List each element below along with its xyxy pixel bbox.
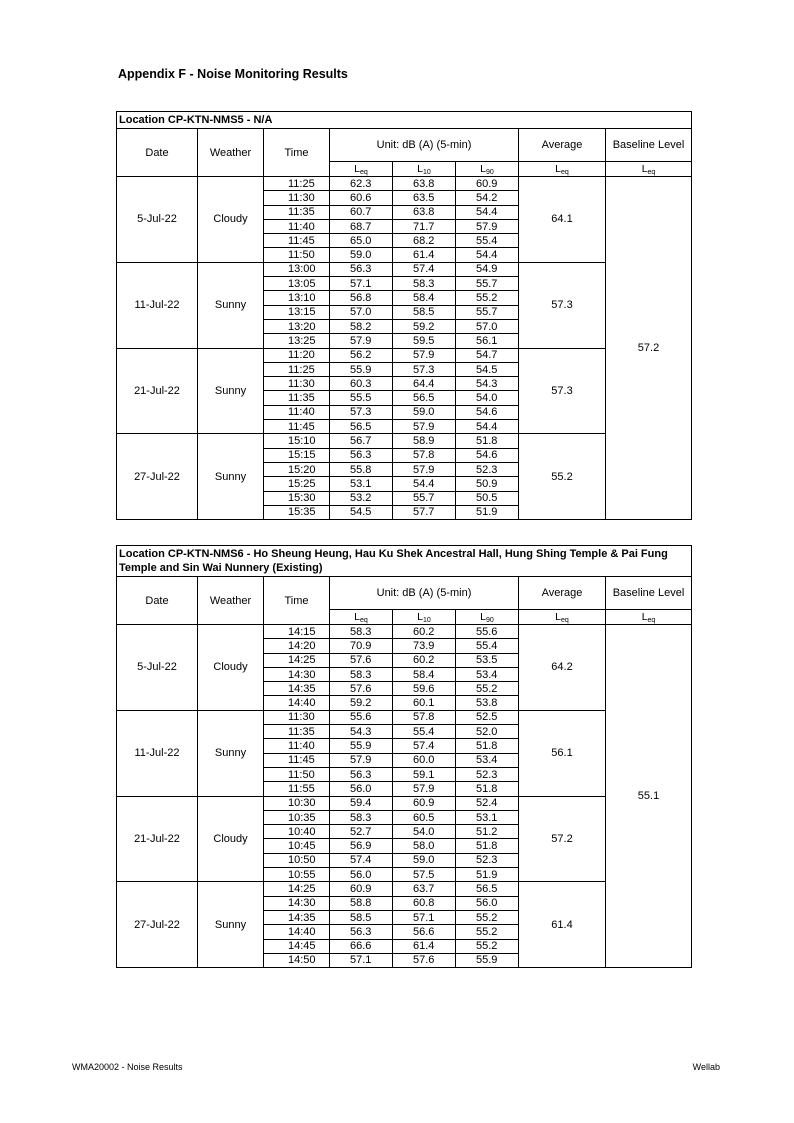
time-cell: 14:35 bbox=[264, 910, 330, 924]
table-row bbox=[117, 434, 692, 448]
leq-cell: 57.1 bbox=[330, 953, 393, 967]
leq-cell: 56.3 bbox=[330, 767, 393, 781]
header-leq-subscript: eq bbox=[360, 616, 368, 624]
leq-cell: 52.7 bbox=[330, 825, 393, 839]
l10-cell: 57.7 bbox=[393, 505, 456, 519]
leq-cell: 54.5 bbox=[330, 505, 393, 519]
l10-cell: 58.9 bbox=[393, 434, 456, 448]
leq-cell: 59.4 bbox=[330, 796, 393, 810]
leq-cell: 70.9 bbox=[330, 639, 393, 653]
l90-cell: 51.9 bbox=[456, 505, 519, 519]
header-date: Date bbox=[117, 577, 198, 625]
leq-cell: 58.8 bbox=[330, 896, 393, 910]
header-baseline-leq bbox=[606, 610, 692, 625]
l90-cell: 54.4 bbox=[456, 420, 519, 434]
time-cell: 13:15 bbox=[264, 305, 330, 319]
l90-cell: 55.9 bbox=[456, 953, 519, 967]
time-cell: 11:20 bbox=[264, 348, 330, 362]
leq-cell: 55.8 bbox=[330, 462, 393, 476]
header-leq bbox=[330, 610, 393, 625]
header-average-leq-symbol: L bbox=[555, 610, 562, 623]
time-cell: 13:20 bbox=[264, 319, 330, 333]
l90-cell: 55.2 bbox=[456, 291, 519, 305]
header-l90-symbol: L bbox=[480, 610, 487, 623]
l10-cell: 57.9 bbox=[393, 782, 456, 796]
header-time: Time bbox=[264, 577, 330, 625]
l10-cell: 64.4 bbox=[393, 377, 456, 391]
l90-cell: 54.6 bbox=[456, 405, 519, 419]
l90-cell: 50.5 bbox=[456, 491, 519, 505]
weather-cell: Sunny bbox=[198, 348, 264, 434]
l90-cell: 53.4 bbox=[456, 753, 519, 767]
header-average-leq-subscript: eq bbox=[561, 168, 569, 176]
weather-cell: Cloudy bbox=[198, 796, 264, 882]
header-weather: Weather bbox=[198, 129, 264, 177]
time-cell: 11:50 bbox=[264, 767, 330, 781]
time-cell: 15:20 bbox=[264, 462, 330, 476]
average-cell: 55.2 bbox=[519, 434, 606, 520]
average-cell: 57.2 bbox=[519, 796, 606, 882]
leq-cell: 56.8 bbox=[330, 291, 393, 305]
time-cell: 10:30 bbox=[264, 796, 330, 810]
time-cell: 14:15 bbox=[264, 625, 330, 639]
leq-cell: 59.2 bbox=[330, 696, 393, 710]
leq-cell: 56.3 bbox=[330, 448, 393, 462]
l10-cell: 57.9 bbox=[393, 462, 456, 476]
l10-cell: 57.8 bbox=[393, 710, 456, 724]
l10-cell: 57.4 bbox=[393, 262, 456, 276]
header-baseline-leq-symbol: L bbox=[641, 610, 648, 623]
header-l10 bbox=[393, 610, 456, 625]
l10-cell: 60.5 bbox=[393, 810, 456, 824]
average-cell: 57.3 bbox=[519, 262, 606, 348]
l10-cell: 57.3 bbox=[393, 362, 456, 376]
time-cell: 14:40 bbox=[264, 925, 330, 939]
l10-cell: 57.9 bbox=[393, 420, 456, 434]
date-cell: 27-Jul-22 bbox=[117, 882, 198, 968]
l90-cell: 55.2 bbox=[456, 910, 519, 924]
weather-cell: Sunny bbox=[198, 710, 264, 796]
l90-cell: 56.0 bbox=[456, 896, 519, 910]
header-l10-subscript: 10 bbox=[423, 168, 431, 176]
l10-cell: 57.1 bbox=[393, 910, 456, 924]
l10-cell: 59.1 bbox=[393, 767, 456, 781]
average-cell: 57.3 bbox=[519, 348, 606, 434]
header-weather: Weather bbox=[198, 577, 264, 625]
leq-cell: 56.9 bbox=[330, 839, 393, 853]
header-leq-subscript: eq bbox=[360, 168, 368, 176]
weather-cell: Cloudy bbox=[198, 625, 264, 711]
footer-document-ref: WMA20002 - Noise Results bbox=[72, 1062, 183, 1072]
leq-cell: 53.1 bbox=[330, 477, 393, 491]
noise-table-nms5 bbox=[116, 111, 692, 520]
header-l90-symbol: L bbox=[480, 162, 487, 175]
l10-cell: 71.7 bbox=[393, 219, 456, 233]
l10-cell: 73.9 bbox=[393, 639, 456, 653]
time-cell: 15:25 bbox=[264, 477, 330, 491]
l90-cell: 56.5 bbox=[456, 882, 519, 896]
time-cell: 14:20 bbox=[264, 639, 330, 653]
time-cell: 15:10 bbox=[264, 434, 330, 448]
l10-cell: 57.5 bbox=[393, 868, 456, 882]
l90-cell: 53.5 bbox=[456, 653, 519, 667]
date-cell: 21-Jul-22 bbox=[117, 348, 198, 434]
footer-company: Wellab bbox=[692, 1062, 720, 1072]
l90-cell: 55.2 bbox=[456, 682, 519, 696]
time-cell: 10:50 bbox=[264, 853, 330, 867]
header-unit: Unit: dB (A) (5-min) bbox=[330, 129, 519, 162]
header-l10-symbol: L bbox=[417, 610, 424, 623]
leq-cell: 57.4 bbox=[330, 853, 393, 867]
l90-cell: 54.2 bbox=[456, 191, 519, 205]
leq-cell: 53.2 bbox=[330, 491, 393, 505]
time-cell: 11:50 bbox=[264, 248, 330, 262]
l10-cell: 58.4 bbox=[393, 667, 456, 681]
header-average-leq bbox=[519, 610, 606, 625]
header-baseline-leq bbox=[606, 162, 692, 177]
leq-cell: 57.9 bbox=[330, 334, 393, 348]
date-cell: 5-Jul-22 bbox=[117, 177, 198, 263]
l90-cell: 51.8 bbox=[456, 839, 519, 853]
leq-cell: 60.6 bbox=[330, 191, 393, 205]
l10-cell: 59.2 bbox=[393, 319, 456, 333]
time-cell: 10:40 bbox=[264, 825, 330, 839]
l10-cell: 60.9 bbox=[393, 796, 456, 810]
header-average-leq bbox=[519, 162, 606, 177]
leq-cell: 60.9 bbox=[330, 882, 393, 896]
l90-cell: 55.6 bbox=[456, 625, 519, 639]
time-cell: 14:35 bbox=[264, 682, 330, 696]
l10-cell: 61.4 bbox=[393, 939, 456, 953]
l10-cell: 55.7 bbox=[393, 491, 456, 505]
l10-cell: 63.8 bbox=[393, 205, 456, 219]
l10-cell: 54.4 bbox=[393, 477, 456, 491]
baseline-cell: 57.2 bbox=[606, 177, 692, 520]
leq-cell: 56.0 bbox=[330, 868, 393, 882]
baseline-cell: 55.1 bbox=[606, 625, 692, 968]
leq-cell: 56.2 bbox=[330, 348, 393, 362]
l90-cell: 55.4 bbox=[456, 234, 519, 248]
header-time: Time bbox=[264, 129, 330, 177]
l10-cell: 60.0 bbox=[393, 753, 456, 767]
leq-cell: 60.3 bbox=[330, 377, 393, 391]
l10-cell: 68.2 bbox=[393, 234, 456, 248]
l90-cell: 54.3 bbox=[456, 377, 519, 391]
leq-cell: 57.6 bbox=[330, 653, 393, 667]
time-cell: 11:35 bbox=[264, 725, 330, 739]
l90-cell: 50.9 bbox=[456, 477, 519, 491]
l90-cell: 52.3 bbox=[456, 462, 519, 476]
l10-cell: 61.4 bbox=[393, 248, 456, 262]
date-cell: 11-Jul-22 bbox=[117, 710, 198, 796]
l10-cell: 58.3 bbox=[393, 277, 456, 291]
location-title: Location CP-KTN-NMS6 - Ho Sheung Heung, Hau Ku Shek Ancestral Hall, Hung Shing Temple & Pai Fung Temple and Sin Wai Nunnery (Existing) bbox=[117, 546, 692, 577]
header-average: Average bbox=[519, 129, 606, 162]
time-cell: 14:30 bbox=[264, 896, 330, 910]
header-average: Average bbox=[519, 577, 606, 610]
l10-cell: 58.4 bbox=[393, 291, 456, 305]
leq-cell: 58.5 bbox=[330, 910, 393, 924]
leq-cell: 65.0 bbox=[330, 234, 393, 248]
leq-cell: 57.3 bbox=[330, 405, 393, 419]
time-cell: 13:05 bbox=[264, 277, 330, 291]
time-cell: 13:00 bbox=[264, 262, 330, 276]
table-row bbox=[117, 348, 692, 362]
noise-table-nms6 bbox=[116, 545, 692, 968]
time-cell: 14:45 bbox=[264, 939, 330, 953]
date-cell: 21-Jul-22 bbox=[117, 796, 198, 882]
l90-cell: 51.8 bbox=[456, 434, 519, 448]
l90-cell: 55.7 bbox=[456, 277, 519, 291]
l10-cell: 63.5 bbox=[393, 191, 456, 205]
time-cell: 13:25 bbox=[264, 334, 330, 348]
header-l90-subscript: 90 bbox=[486, 616, 494, 624]
l90-cell: 55.2 bbox=[456, 925, 519, 939]
l90-cell: 55.2 bbox=[456, 939, 519, 953]
weather-cell: Sunny bbox=[198, 434, 264, 520]
l10-cell: 57.8 bbox=[393, 448, 456, 462]
leq-cell: 58.2 bbox=[330, 319, 393, 333]
l10-cell: 63.7 bbox=[393, 882, 456, 896]
header-baseline-leq-subscript: eq bbox=[647, 616, 656, 624]
l90-cell: 54.4 bbox=[456, 248, 519, 262]
leq-cell: 56.7 bbox=[330, 434, 393, 448]
l10-cell: 63.8 bbox=[393, 177, 456, 191]
l10-cell: 57.9 bbox=[393, 348, 456, 362]
time-cell: 11:40 bbox=[264, 405, 330, 419]
l90-cell: 52.3 bbox=[456, 767, 519, 781]
header-baseline-leq-symbol: L bbox=[641, 162, 648, 175]
leq-cell: 57.6 bbox=[330, 682, 393, 696]
leq-cell: 57.1 bbox=[330, 277, 393, 291]
table-row bbox=[117, 710, 692, 724]
header-l10 bbox=[393, 162, 456, 177]
table-row bbox=[117, 882, 692, 896]
l10-cell: 60.1 bbox=[393, 696, 456, 710]
table-row bbox=[117, 262, 692, 276]
l90-cell: 52.0 bbox=[456, 725, 519, 739]
l90-cell: 54.9 bbox=[456, 262, 519, 276]
l90-cell: 51.8 bbox=[456, 739, 519, 753]
time-cell: 11:30 bbox=[264, 191, 330, 205]
average-cell: 61.4 bbox=[519, 882, 606, 968]
l10-cell: 60.2 bbox=[393, 653, 456, 667]
l10-cell: 54.0 bbox=[393, 825, 456, 839]
l90-cell: 57.9 bbox=[456, 219, 519, 233]
header-average-leq-symbol: L bbox=[555, 162, 562, 175]
l90-cell: 51.9 bbox=[456, 868, 519, 882]
l90-cell: 52.4 bbox=[456, 796, 519, 810]
header-baseline-leq-subscript: eq bbox=[647, 168, 656, 176]
header-baseline: Baseline Level bbox=[606, 129, 692, 162]
time-cell: 15:30 bbox=[264, 491, 330, 505]
header-l90 bbox=[456, 610, 519, 625]
header-baseline: Baseline Level bbox=[606, 577, 692, 610]
leq-cell: 58.3 bbox=[330, 810, 393, 824]
time-cell: 11:35 bbox=[264, 391, 330, 405]
time-cell: 14:40 bbox=[264, 696, 330, 710]
header-date: Date bbox=[117, 129, 198, 177]
l90-cell: 54.7 bbox=[456, 348, 519, 362]
time-cell: 10:45 bbox=[264, 839, 330, 853]
time-cell: 15:35 bbox=[264, 505, 330, 519]
header-average-leq-subscript: eq bbox=[561, 616, 569, 624]
header-unit: Unit: dB (A) (5-min) bbox=[330, 577, 519, 610]
time-cell: 11:40 bbox=[264, 739, 330, 753]
leq-cell: 58.3 bbox=[330, 625, 393, 639]
date-cell: 5-Jul-22 bbox=[117, 625, 198, 711]
table-row bbox=[117, 177, 692, 191]
time-cell: 11:45 bbox=[264, 234, 330, 248]
time-cell: 11:35 bbox=[264, 205, 330, 219]
header-l10-symbol: L bbox=[417, 162, 424, 175]
date-cell: 11-Jul-22 bbox=[117, 262, 198, 348]
header-leq-symbol: L bbox=[354, 610, 361, 623]
time-cell: 10:55 bbox=[264, 868, 330, 882]
leq-cell: 54.3 bbox=[330, 725, 393, 739]
l10-cell: 60.8 bbox=[393, 896, 456, 910]
weather-cell: Sunny bbox=[198, 882, 264, 968]
l90-cell: 54.6 bbox=[456, 448, 519, 462]
weather-cell: Sunny bbox=[198, 262, 264, 348]
weather-cell: Cloudy bbox=[198, 177, 264, 263]
l10-cell: 59.0 bbox=[393, 405, 456, 419]
header-leq-symbol: L bbox=[354, 162, 361, 175]
l90-cell: 60.9 bbox=[456, 177, 519, 191]
l10-cell: 58.0 bbox=[393, 839, 456, 853]
l90-cell: 53.1 bbox=[456, 810, 519, 824]
time-cell: 11:25 bbox=[264, 177, 330, 191]
leq-cell: 55.5 bbox=[330, 391, 393, 405]
header-l90-subscript: 90 bbox=[486, 168, 494, 176]
leq-cell: 56.0 bbox=[330, 782, 393, 796]
time-cell: 10:35 bbox=[264, 810, 330, 824]
leq-cell: 58.3 bbox=[330, 667, 393, 681]
time-cell: 14:25 bbox=[264, 653, 330, 667]
time-cell: 11:30 bbox=[264, 710, 330, 724]
leq-cell: 68.7 bbox=[330, 219, 393, 233]
l10-cell: 57.6 bbox=[393, 953, 456, 967]
time-cell: 15:15 bbox=[264, 448, 330, 462]
l10-cell: 60.2 bbox=[393, 625, 456, 639]
l10-cell: 59.6 bbox=[393, 682, 456, 696]
table-row bbox=[117, 796, 692, 810]
l90-cell: 55.7 bbox=[456, 305, 519, 319]
leq-cell: 57.9 bbox=[330, 753, 393, 767]
header-l10-subscript: 10 bbox=[423, 616, 431, 624]
time-cell: 11:30 bbox=[264, 377, 330, 391]
leq-cell: 55.9 bbox=[330, 739, 393, 753]
l10-cell: 59.0 bbox=[393, 853, 456, 867]
time-cell: 11:55 bbox=[264, 782, 330, 796]
l90-cell: 53.8 bbox=[456, 696, 519, 710]
date-cell: 27-Jul-22 bbox=[117, 434, 198, 520]
leq-cell: 56.3 bbox=[330, 925, 393, 939]
leq-cell: 62.3 bbox=[330, 177, 393, 191]
time-cell: 11:45 bbox=[264, 420, 330, 434]
l90-cell: 54.0 bbox=[456, 391, 519, 405]
table-row bbox=[117, 625, 692, 639]
leq-cell: 56.3 bbox=[330, 262, 393, 276]
leq-cell: 56.5 bbox=[330, 420, 393, 434]
time-cell: 11:25 bbox=[264, 362, 330, 376]
average-cell: 64.1 bbox=[519, 177, 606, 263]
l90-cell: 53.4 bbox=[456, 667, 519, 681]
time-cell: 13:10 bbox=[264, 291, 330, 305]
time-cell: 14:30 bbox=[264, 667, 330, 681]
l10-cell: 58.5 bbox=[393, 305, 456, 319]
time-cell: 11:45 bbox=[264, 753, 330, 767]
l90-cell: 52.3 bbox=[456, 853, 519, 867]
l90-cell: 55.4 bbox=[456, 639, 519, 653]
l10-cell: 55.4 bbox=[393, 725, 456, 739]
l10-cell: 56.6 bbox=[393, 925, 456, 939]
leq-cell: 55.9 bbox=[330, 362, 393, 376]
time-cell: 11:40 bbox=[264, 219, 330, 233]
header-leq bbox=[330, 162, 393, 177]
l90-cell: 52.5 bbox=[456, 710, 519, 724]
l90-cell: 54.4 bbox=[456, 205, 519, 219]
l90-cell: 51.2 bbox=[456, 825, 519, 839]
time-cell: 14:25 bbox=[264, 882, 330, 896]
l90-cell: 51.8 bbox=[456, 782, 519, 796]
l10-cell: 59.5 bbox=[393, 334, 456, 348]
location-title: Location CP-KTN-NMS5 - N/A bbox=[117, 112, 692, 129]
l10-cell: 56.5 bbox=[393, 391, 456, 405]
leq-cell: 66.6 bbox=[330, 939, 393, 953]
time-cell: 14:50 bbox=[264, 953, 330, 967]
l90-cell: 54.5 bbox=[456, 362, 519, 376]
header-l90 bbox=[456, 162, 519, 177]
leq-cell: 55.6 bbox=[330, 710, 393, 724]
leq-cell: 60.7 bbox=[330, 205, 393, 219]
l90-cell: 57.0 bbox=[456, 319, 519, 333]
leq-cell: 57.0 bbox=[330, 305, 393, 319]
l10-cell: 57.4 bbox=[393, 739, 456, 753]
leq-cell: 59.0 bbox=[330, 248, 393, 262]
l90-cell: 56.1 bbox=[456, 334, 519, 348]
page-title: Appendix F - Noise Monitoring Results bbox=[118, 67, 348, 81]
average-cell: 56.1 bbox=[519, 710, 606, 796]
average-cell: 64.2 bbox=[519, 625, 606, 711]
